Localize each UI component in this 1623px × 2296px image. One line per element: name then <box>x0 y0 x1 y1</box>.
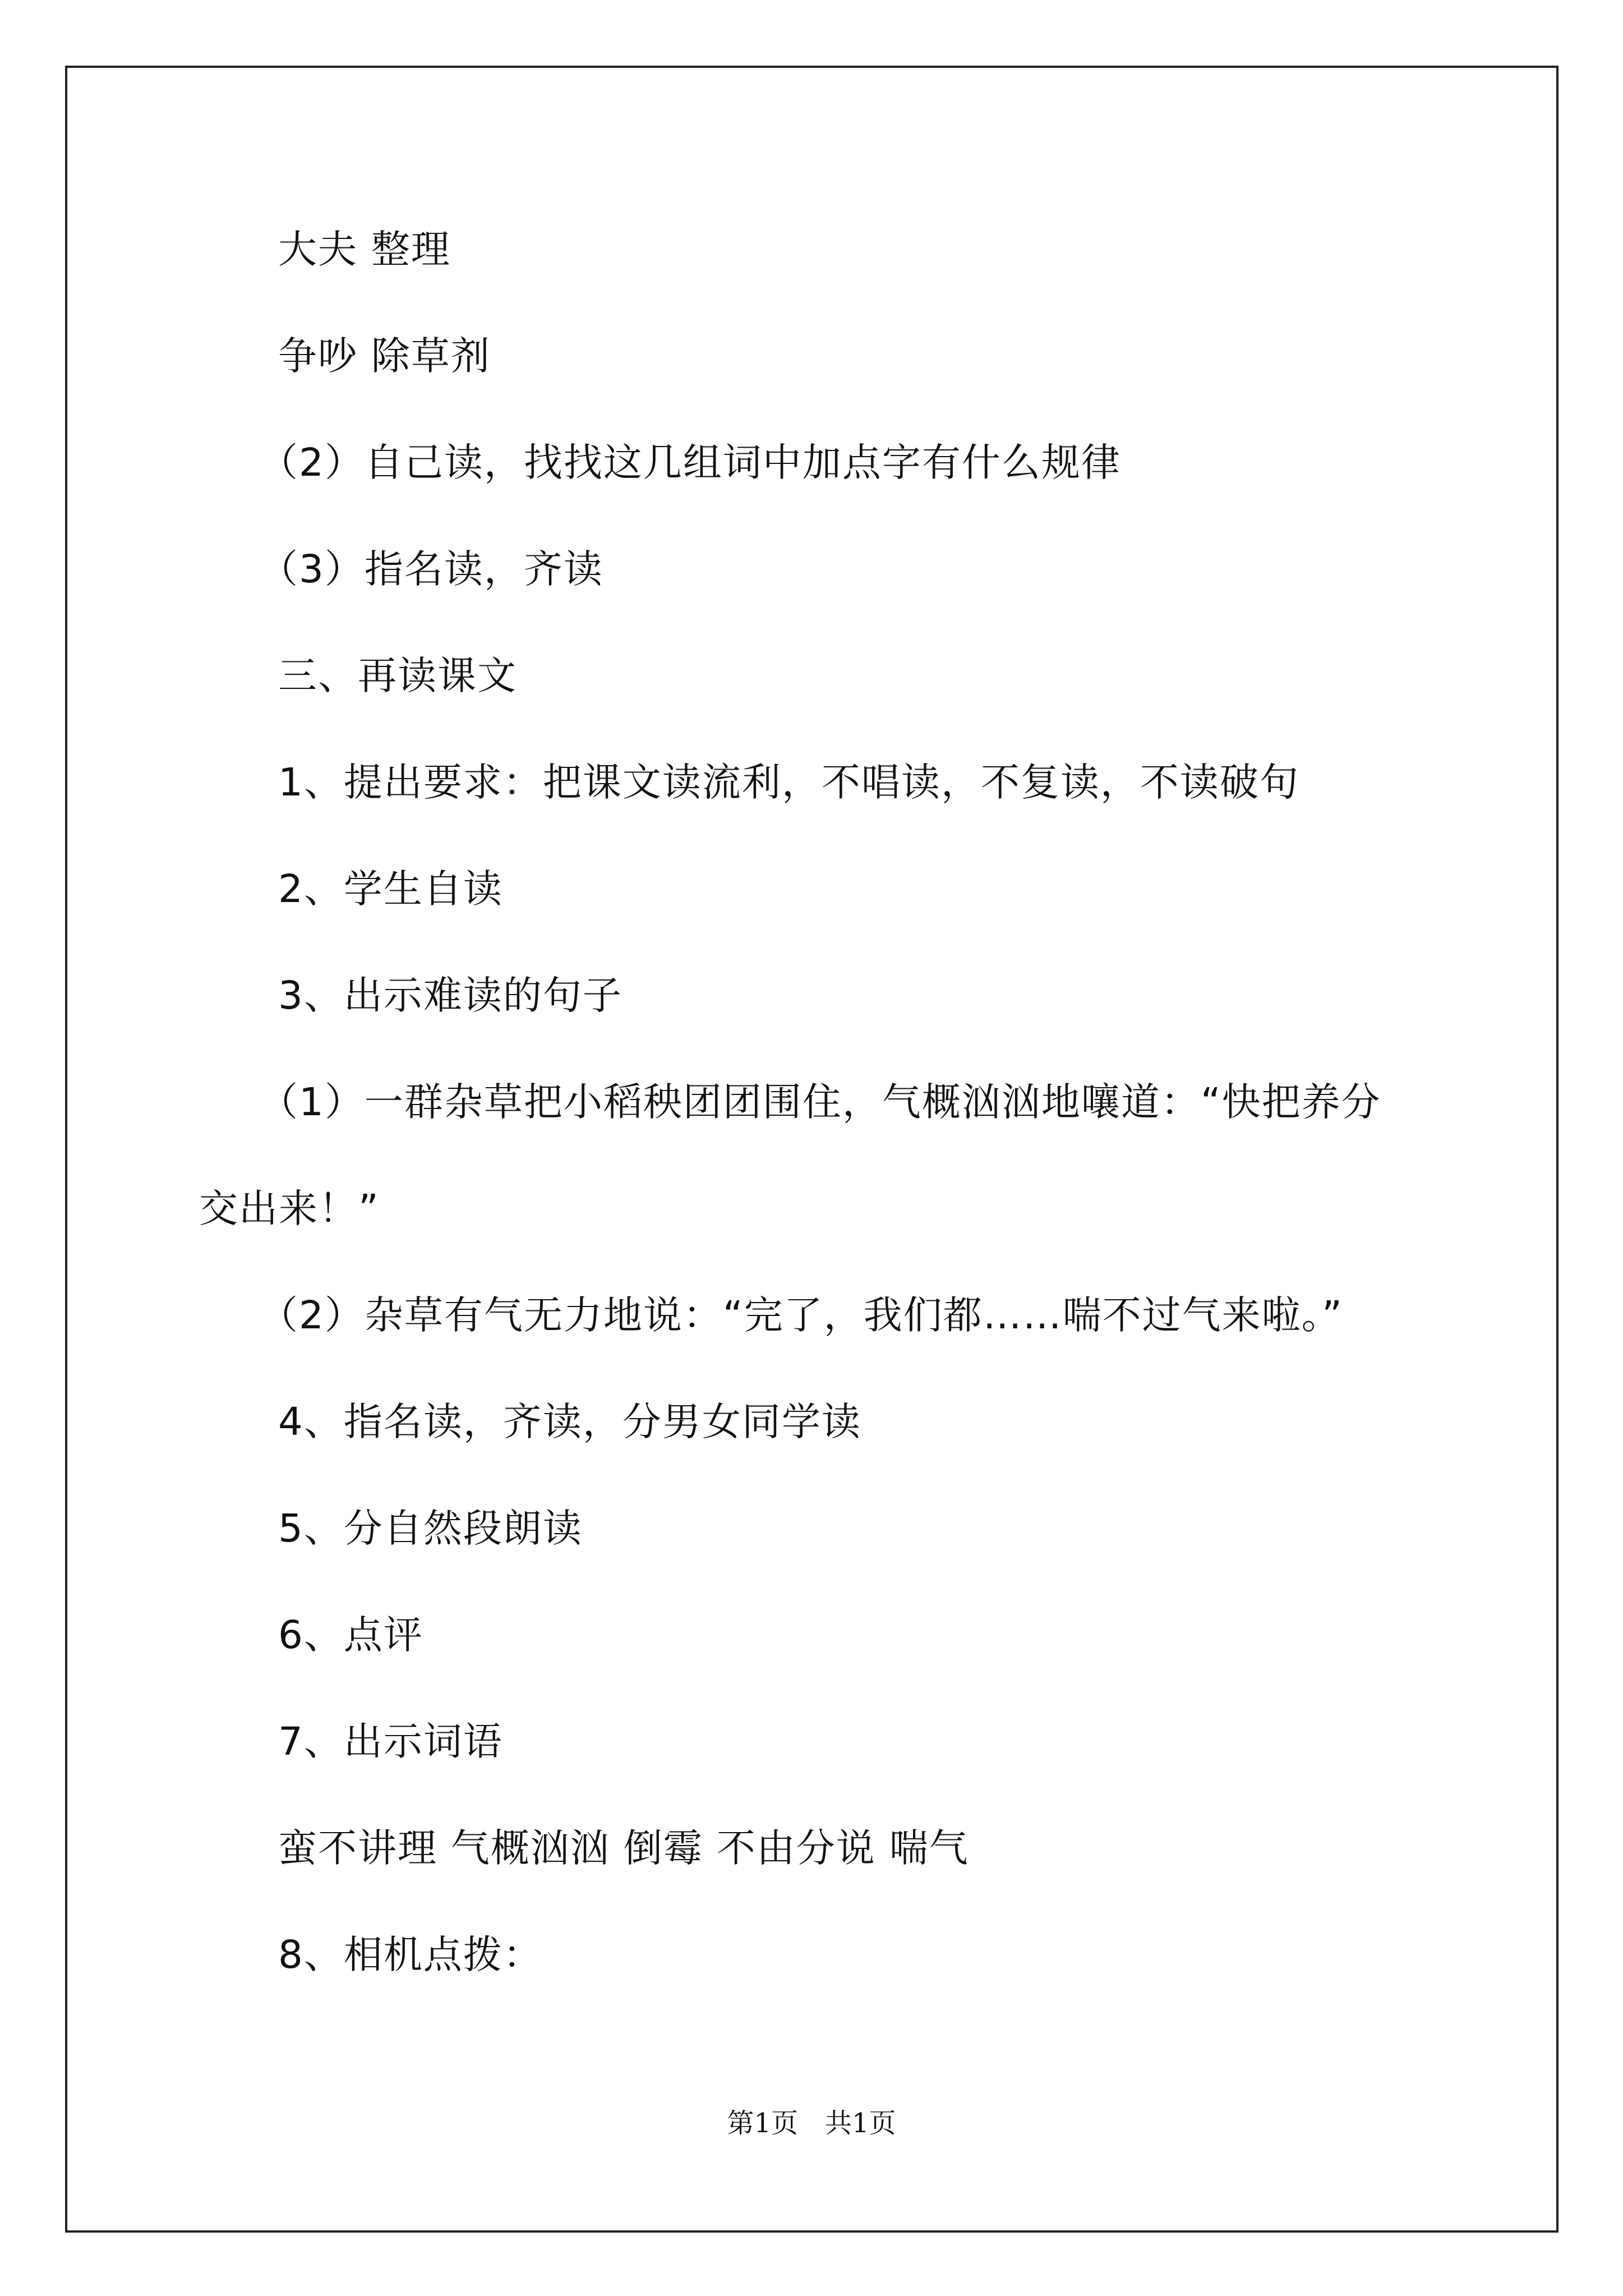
text-line-4: （3）指名读，齐读 <box>259 547 603 592</box>
text-line-14: 6、点评 <box>278 1613 423 1658</box>
text-line-16: 蛮不讲理 气概汹汹 倒霉 不由分说 喘气 <box>278 1826 969 1871</box>
page-footer: 第1页 共1页 <box>727 2108 896 2139</box>
text-line-6: 1、提出要求：把课文读流利，不唱读，不复读，不读破句 <box>278 760 1299 805</box>
text-line-13: 5、分自然段朗读 <box>278 1506 583 1551</box>
text-line-8: 3、出示难读的句子 <box>278 973 623 1018</box>
section-heading: 三、再读课文 <box>278 654 517 698</box>
text-line-9: （1）一群杂草把小稻秧团团围住，气概汹汹地嚷道：“快把养分 <box>259 1080 1381 1125</box>
text-line-11: （2）杂草有气无力地说：“完了，我们都……喘不过气来啦。” <box>259 1293 1343 1338</box>
text-line-3: （2）自己读，找找这几组词中加点字有什么规律 <box>259 440 1121 485</box>
text-line-2: 争吵 除草剂 <box>278 334 491 379</box>
text-line-10: 交出来！” <box>199 1186 380 1231</box>
text-line-7: 2、学生自读 <box>278 867 503 912</box>
text-line-15: 7、出示词语 <box>278 1719 503 1764</box>
text-line-1: 大夫 整理 <box>278 227 451 272</box>
text-line-12: 4、指名读，齐读，分男女同学读 <box>278 1400 861 1444</box>
page-frame <box>65 66 1559 2233</box>
text-line-17: 8、相机点拨： <box>278 1932 543 1977</box>
